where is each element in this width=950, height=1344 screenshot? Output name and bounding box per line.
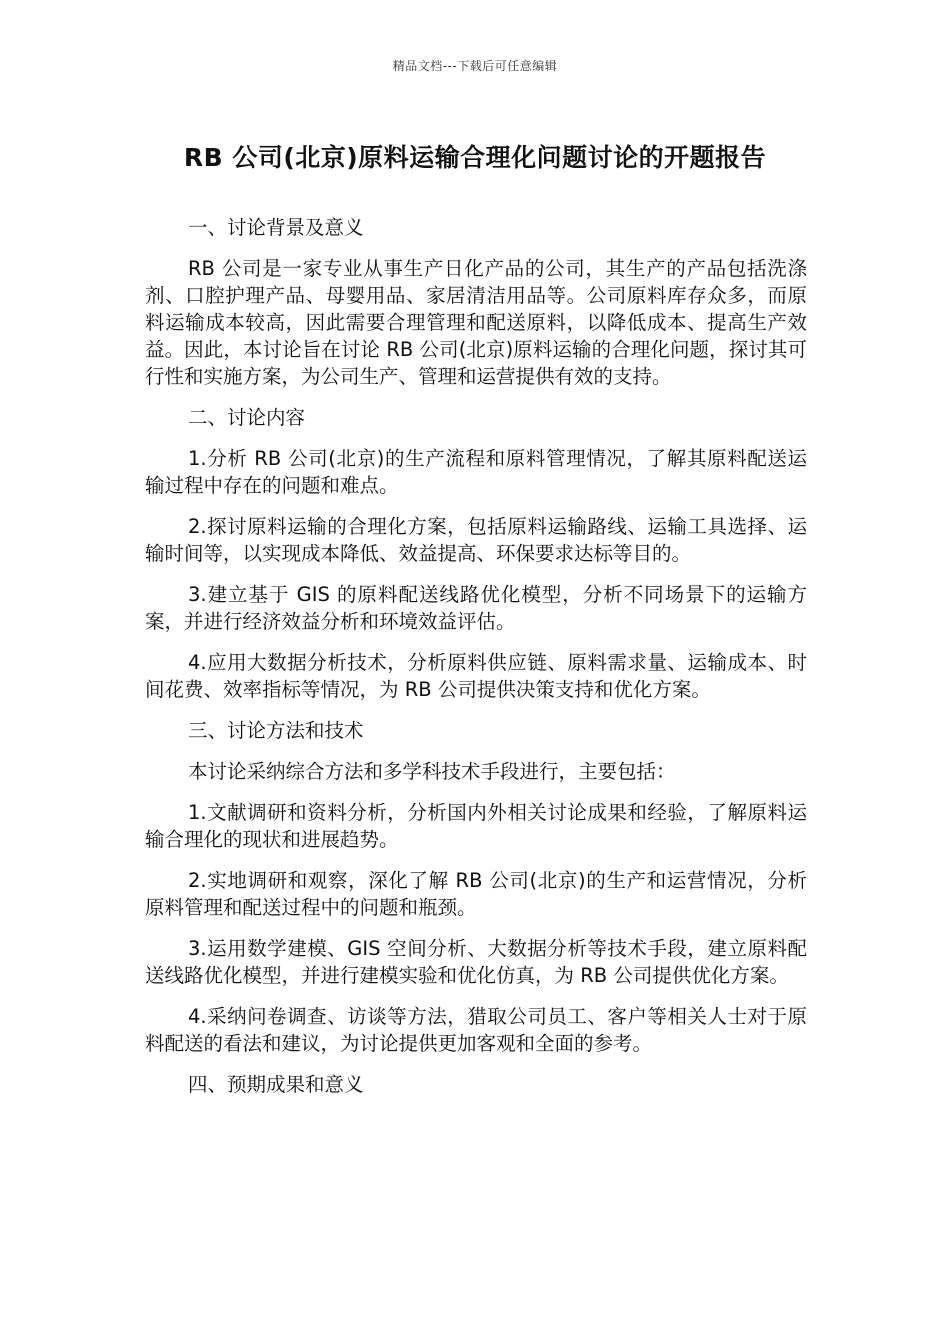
paragraph-methods-4: 4.采纳问卷调查、访谈等方法，猎取公司员工、客户等相关人士对于原料配送的看法和建议，为讨论提供更加客观和全面的参考。 (145, 1005, 807, 1055)
paragraph-methods-3: 3.运用数学建模、GIS 空间分析、大数据分析等技术手段，建立原料配送线路优化模型，并进行建模实验和优化仿真，为 RB 公司提供优化方案。 (145, 937, 807, 987)
paragraph-methods-intro: 本讨论采纳综合方法和多学科技术手段进行，主要包括： (188, 760, 676, 783)
page-header: 精品文档---下载后可任意编辑 (392, 59, 558, 73)
section-heading-outcomes: 四、预期成果和意义 (188, 1073, 364, 1096)
section-heading-content: 二、讨论内容 (188, 406, 306, 429)
paragraph-content-1: 1.分析 RB 公司(北京)的生产流程和原料管理情况，了解其原料配送运输过程中存在的问题和难点。 (145, 447, 807, 497)
paragraph-content-3: 3.建立基于 GIS 的原料配送线路优化模型，分析不同场景下的运输方案，并进行经济效益分析和环境效益评估。 (145, 583, 807, 633)
paragraph-background: RB 公司是一家专业从事生产日化产品的公司，其生产的产品包括洗涤剂、口腔护理产品、母婴用品、家居清洁用品等。公司原料库存众多，而原料运输成本较高，因此需要合理管理和配送原料，以降低成本、提高生产效益。因此，本讨论旨在讨论 RB 公司(北京)原料运输的合理化问题，探讨其可行性和实施方案，为公司生产、管理和运营提供有效的支持。 (145, 257, 807, 388)
paragraph-content-4: 4.应用大数据分析技术，分析原料供应链、原料需求量、运输成本、时间花费、效率指标等情况，为 RB 公司提供决策支持和优化方案。 (145, 651, 807, 701)
document-body (145, 214, 807, 1112)
paragraph-methods-2: 2.实地调研和观察，深化了解 RB 公司(北京)的生产和运营情况，分析原料管理和配送过程中的问题和瓶颈。 (145, 869, 807, 919)
document-title: RB 公司(北京)原料运输合理化问题讨论的开题报告 (183, 143, 767, 172)
paragraph-content-2: 2.探讨原料运输的合理化方案，包括原料运输路线、运输工具选择、运输时间等，以实现成本降低、效益提高、环保要求达标等目的。 (145, 515, 807, 565)
section-heading-background: 一、讨论背景及意义 (188, 216, 364, 239)
section-heading-methods: 三、讨论方法和技术 (188, 719, 364, 742)
paragraph-methods-1: 1.文献调研和资料分析，分析国内外相关讨论成果和经验，了解原料运输合理化的现状和进展趋势。 (145, 801, 807, 851)
